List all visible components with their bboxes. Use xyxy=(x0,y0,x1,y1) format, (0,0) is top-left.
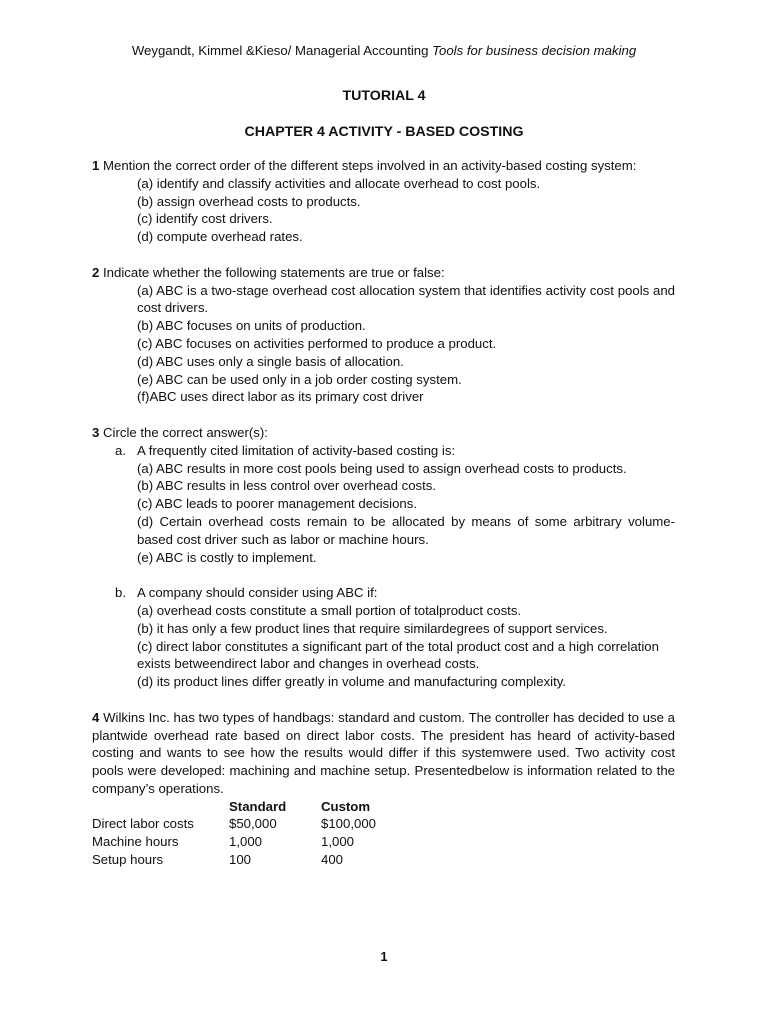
part-marker: a. xyxy=(115,442,126,458)
table-cell: 100 xyxy=(229,852,252,868)
chapter-title: CHAPTER 4 ACTIVITY - BASED COSTING xyxy=(244,124,524,140)
q1-option-c: (c) identify cost drivers. xyxy=(137,211,273,227)
table-cell: 1,000 xyxy=(321,834,355,850)
q1-option-b: (b) assign overhead costs to products. xyxy=(137,193,361,209)
question-number: 4 xyxy=(92,709,100,725)
table-cell: $50,000 xyxy=(229,816,277,832)
q2-option-d: (d) ABC uses only a single basis of allocation. xyxy=(137,353,404,369)
q3b-option-a: (a) overhead costs constitute a small portion of totalproduct costs. xyxy=(137,602,522,618)
question-text: Mention the correct order of the different steps involved in an activity-based costing system: xyxy=(103,158,637,173)
question-number: 2 xyxy=(92,264,100,280)
running-header xyxy=(0,42,768,60)
question-2 xyxy=(92,264,675,282)
q3b-option-d: (d) its product lines differ greatly in volume and manufacturing complexity. xyxy=(137,674,567,690)
table-cell: Direct labor costs xyxy=(92,816,194,832)
table-cell: 1,000 xyxy=(229,834,263,850)
q2-option-f: (f)ABC uses direct labor as its primary cost driver xyxy=(137,389,424,405)
table-row xyxy=(92,833,411,851)
question-text: Indicate whether the following statements are true or false: xyxy=(103,264,445,280)
part-marker: b. xyxy=(115,585,126,601)
q3a-option-b: (b) ABC results in less control over overhead costs. xyxy=(137,478,437,494)
q3-part-b xyxy=(115,584,675,602)
q3b-option-b: (b) it has only a few product lines that require similardegrees of support services. xyxy=(137,620,608,636)
table-row xyxy=(92,851,411,869)
table-header-cell xyxy=(92,798,229,816)
question-1 xyxy=(92,157,675,175)
table-header-row xyxy=(92,798,411,816)
table-cell: $100,000 xyxy=(321,816,377,832)
header-book-subtitle: Tools for business decision making xyxy=(432,43,637,58)
q2-option-b: (b) ABC focuses on units of production. xyxy=(137,318,366,334)
handbag-data-table xyxy=(92,798,411,869)
table-cell: Setup hours xyxy=(92,852,164,868)
q3b-option-c: (c) direct labor constitutes a significant part of the total product cost and a high correlation exists betweendirect labor and changes in overhead costs. xyxy=(137,638,659,672)
q3-part-a xyxy=(115,442,675,460)
question-text: Circle the correct answer(s): xyxy=(103,424,268,440)
q1-option-a: (a) identify and classify activities and allocate overhead to cost pools. xyxy=(137,175,541,191)
q2-option-c: (c) ABC focuses on activities performed to produce a product. xyxy=(137,335,497,351)
table-header-cell: Standard xyxy=(229,798,287,814)
q2-option-e: (e) ABC can be used only in a job order costing system. xyxy=(137,371,462,387)
table-cell: Machine hours xyxy=(92,834,179,850)
part-text: A frequently cited limitation of activity-based costing is: xyxy=(137,442,456,458)
question-4 xyxy=(92,709,675,798)
q2-option-a: (a) ABC is a two-stage overhead cost allocation system that identifies activity cost pools and cost drivers. xyxy=(137,282,675,316)
question-3 xyxy=(92,424,675,442)
q1-option-d: (d) compute overhead rates. xyxy=(137,229,303,245)
question-text: Wilkins Inc. has two types of handbags: standard and custom. The controller has decided to use a plantwide overhead rate based on direct labor costs. The president has heard of activity-based costing and wants to see how the results would differ if this systemwere used. Two activity cost pools were developed: machining and machine setup. Presentedbelow is information related to the company’s operations. xyxy=(92,709,675,796)
document-body xyxy=(92,157,675,869)
tutorial-title: TUTORIAL 4 xyxy=(342,88,426,104)
table-header-cell: Custom xyxy=(321,798,371,814)
part-text: A company should consider using ABC if: xyxy=(137,585,378,601)
table-cell: 400 xyxy=(321,852,344,868)
q3a-option-d: (d) Certain overhead costs remain to be allocated by means of some arbitrary volume-based cost driver such as labor or machine hours. xyxy=(137,513,675,547)
table-row xyxy=(92,815,411,833)
question-number: 1 xyxy=(92,158,100,173)
q3a-option-e: (e) ABC is costly to implement. xyxy=(137,549,317,565)
question-number: 3 xyxy=(92,424,100,440)
q3a-option-a: (a) ABC results in more cost pools being used to assign overhead costs to products. xyxy=(137,460,627,476)
q3a-option-c: (c) ABC leads to poorer management decisions. xyxy=(137,496,418,512)
page-number: 1 xyxy=(380,949,388,964)
header-authors: Weygandt, Kimmel &Kieso/ Managerial Accounting xyxy=(131,43,429,58)
